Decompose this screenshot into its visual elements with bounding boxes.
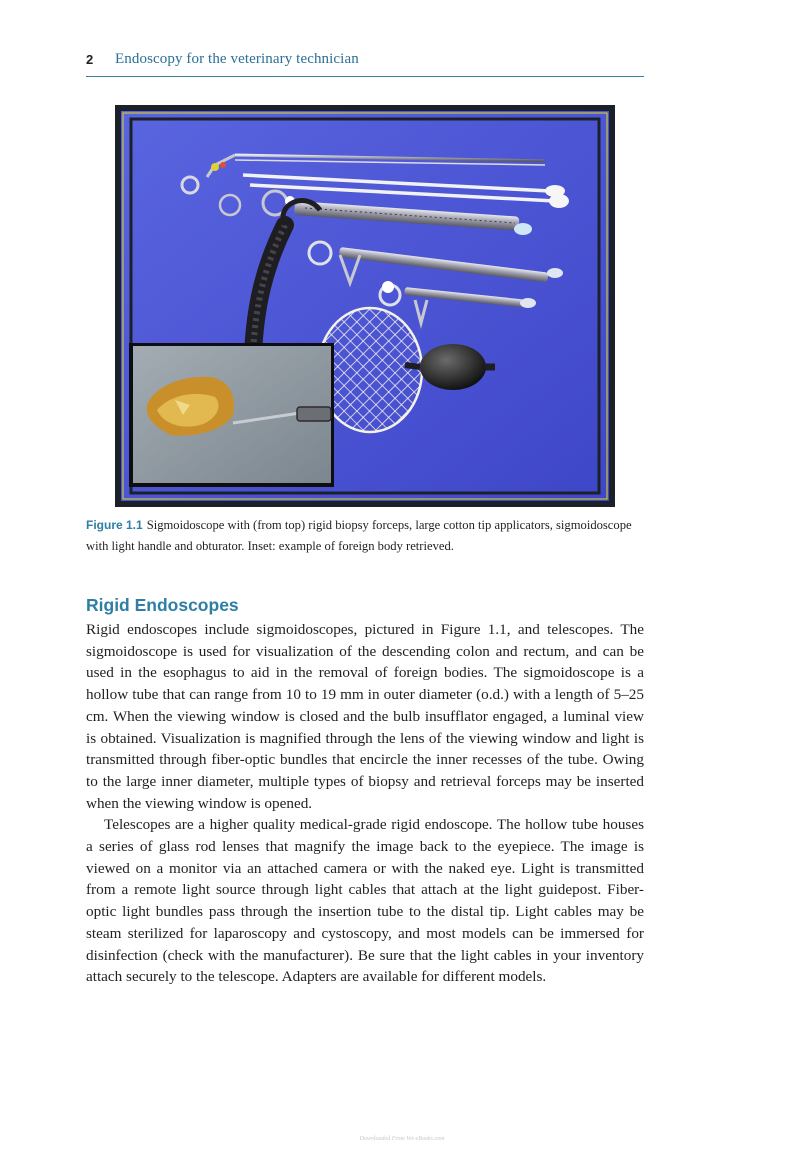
page-number: 2: [86, 52, 94, 67]
paragraph-telescopes: Telescopes are a higher quality medical-grade rigid endoscope. The hollow tube houses a series of glass rod lenses that magnify the image back to the eyepiece. The image is viewed on a monitor via an attached camera or with the naked eye. Light is transmitted from a remote light source through light cables that attach at the light guidepost. Fiber-optic light bundles pass through the insertion tube to the distal tip. Light cables may be steam sterilized for laparoscopy and cystoscopy, and most models can be immersed for disinfection (check with the manufacturer). Be sure that the light cables in your inventory attach securely to the telescope. Adapters are available for different models.: [86, 816, 644, 986]
section-heading: Rigid Endoscopes: [86, 595, 239, 615]
figure-photo: [115, 105, 615, 507]
figure-caption-text: Sigmoidoscope with (from top) rigid biopsy forceps, large cotton tip applicators, sigmoidoscope with light handle and obturator. Inset: example of foreign body retrieved.: [86, 518, 632, 553]
figure-caption: [86, 515, 646, 557]
body-text: [86, 619, 644, 988]
running-head: [86, 50, 644, 77]
endoscope-photo-illustration: [115, 105, 615, 507]
running-title: Endoscopy for the veterinary technician: [115, 51, 359, 67]
footer-watermark: Downloaded From Vet-eBooks.com: [359, 1136, 445, 1142]
paragraph-sigmoidoscopes: Rigid endoscopes include sigmoidoscopes, pictured in Figure 1.1, and telescopes. The sigmoidoscope is used for visualization of the descending colon and rectum, and can be used in the esophagus to aid in the removal of foreign bodies. The sigmoidoscope is a hollow tube that can range from 10 to 19 mm in outer diameter (o.d.) with a length of 5–25 cm. When the viewing window is closed and the bulb insufflator engaged, a luminal view is obtained. Visualization is magnified through the lens of the viewing window and light is transmitted through fiber-optic bundles that encircle the inner recesses of the tube. Owing to the large inner diameter, multiple types of biopsy and retrieval forceps may be inserted when the viewing window is opened.: [86, 621, 644, 812]
figure-label: Figure 1.1: [86, 518, 143, 532]
